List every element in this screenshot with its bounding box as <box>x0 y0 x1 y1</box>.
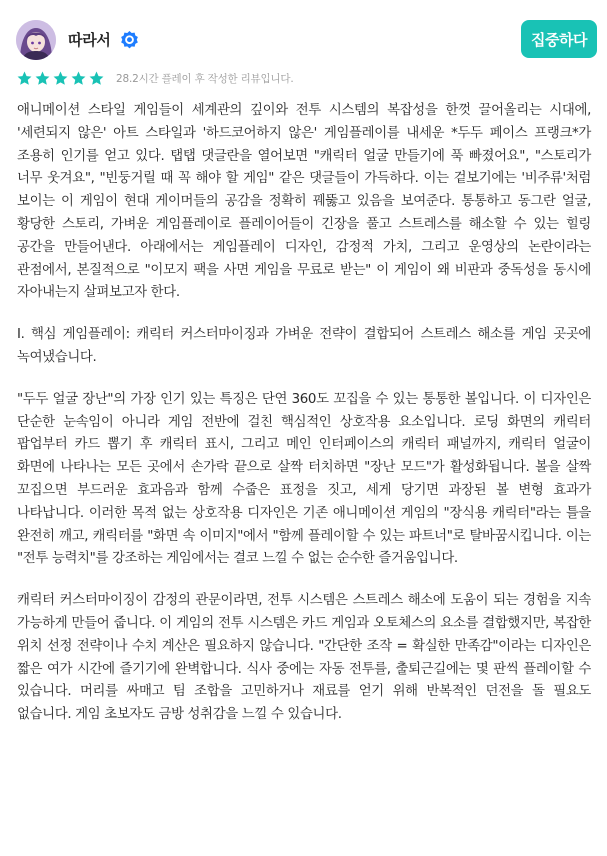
verified-badge-icon <box>120 30 139 49</box>
star-icon <box>34 70 51 87</box>
review-paragraph: 애니메이션 스타일 게임들이 세계관의 깊이와 전투 시스템의 복잡성을 한껏 끌어올리는 시대에, '세련되지 않은' 아트 스타일과 '하드코어하지 않은' 게임플레이를 내세운 *두두 페이스 프랭크*가 조용히 인기를 얻고 있다. 탭탭 댓글란을 열어보면 "캐릭터 얼굴 만들기에 푹 빠졌어요", "스토리가 너무 웃겨요", "빈둥거릴 때 꼭 해야 할 게임" 같은 댓글들이 가득하다. 이는 겉보기에는 '비주류'처럼 보이는 이 게임이 현대 게이머들의 공감을 정확히 꿰뚫고 있음을 보여준다. 통통하고 동그란 얼굴, 황당한 스토리, 가벼운 게임플레이로 플레이어들이 긴장을 풀고 스트레스를 해소할 수 있는 힐링 공간을 만들어낸다. 아래에서는 게임플레이 디자인, 감정적 가치, 그리고 운영상의 논란이라는 관점에서, 본질적으로 "이모지 팩을 사면 게임을 무료로 받는" 이 게임이 왜 비판과 중독성을 동시에 자아내는지 살펴보고자 한다. <box>17 103 592 301</box>
star-icon <box>70 70 87 87</box>
star-rating <box>16 70 105 87</box>
review-body <box>17 100 591 746</box>
review-paragraph: I. 핵심 게임플레이: 캐릭터 커스터마이징과 가벼운 전략이 결합되어 스트레스 해소를 게임 곳곳에 녹여냈습니다. <box>17 327 591 365</box>
star-icon <box>52 70 69 87</box>
avatar[interactable] <box>16 20 56 60</box>
star-icon <box>88 70 105 87</box>
review-paragraph: 캐릭터 커스터마이징이 감정의 관문이라면, 전투 시스템은 스트레스 해소에 도움이 되는 경험을 지속 가능하게 만들어 줍니다. 이 게임의 전투 시스템은 카드 게임과 오토체스의 요소를 결합했지만, 복잡한 위치 선정 전략이나 수치 계산은 필요하지 않습니다. "간단한 조작 = 확실한 만족감"이라는 디자인은 짧은 여가 시간에 즐기기에 완벽합니다. 식사 중에는 자동 전투를, 출퇴근길에는 몇 판씩 플레이할 수 있습니다. 머리를 싸매고 팀 조합을 고민하거나 재료를 얻기 위해 반복적인 던전을 돌 필요도 없습니다. 게임 초보자도 금방 성취감을 느낄 수 있습니다. <box>17 593 591 723</box>
avatar-image <box>16 20 56 60</box>
follow-button[interactable]: 집중하다 <box>521 20 597 58</box>
review-paragraph: "두두 얼굴 장난"의 가장 인기 있는 특징은 단연 360도 꼬집을 수 있는 통통한 볼입니다. 이 디자인은 단순한 눈속임이 아니라 게임 전반에 걸친 핵심적인 상호작용 요소입니다. 로딩 화면의 캐릭터 팝업부터 카드 뽑기 후 캐릭터 표시, 그리고 메인 인터페이스의 캐릭터 패널까지, 캐릭터 얼굴이 화면에 나타나는 모든 곳에서 손가락 끝으로 살짝 터치하면 "장난 모드"가 활성화됩니다. 볼을 살짝 꼬집으면 부드러운 효과음과 함께 수줍은 표정을 짓고, 세게 당기면 과장된 볼 변형 효과가 나타납니다. 이러한 목적 없는 상호작용 디자인은 기존 애니메이션 게임의 "장식용 캐릭터"라는 틀을 완전히 깨고, 캐릭터를 "화면 속 이미지"에서 "함께 플레이할 수 있는 파트너"로 탈바꿈시킵니다. 이는 "전투 능력치"를 강조하는 게임에서는 결코 느낄 수 없는 순수한 즐거움입니다. <box>17 391 591 567</box>
playtime-label: 28.2시간 플레이 후 작성한 리뷰입니다. <box>116 72 294 85</box>
star-icon <box>16 70 33 87</box>
review-header <box>16 20 597 64</box>
rating-row <box>16 69 293 87</box>
username[interactable]: 따라서 <box>68 31 111 49</box>
